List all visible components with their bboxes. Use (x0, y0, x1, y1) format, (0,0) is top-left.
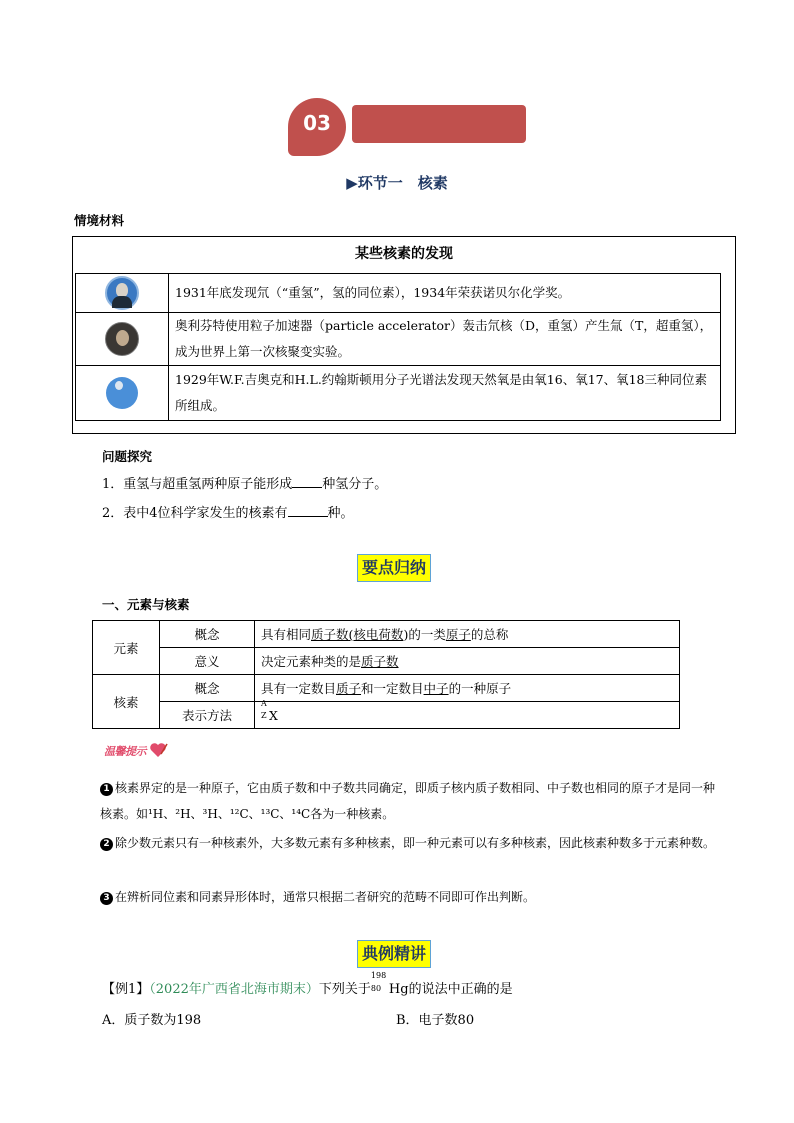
example-text: 下列关于 (318, 982, 371, 997)
concept-label: 概念 (160, 675, 255, 702)
portrait-cell (76, 313, 169, 366)
table-row (93, 675, 680, 702)
discovery-table (75, 273, 721, 421)
answer-blank[interactable] (292, 475, 322, 488)
option-b[interactable]: B．电子数80 (396, 1013, 475, 1028)
concept-label: 概念 (160, 621, 255, 648)
tip-item-1 (100, 775, 720, 827)
element-symbol: Hg (388, 982, 409, 997)
chapter-badge (288, 98, 533, 160)
examples-banner: 典例精讲 (357, 940, 431, 968)
scientist-portrait-icon (105, 322, 139, 356)
question-text: 1．重氢与超重氢两种原子能形成 (102, 477, 293, 492)
key-points-banner: 要点归纳 (357, 554, 431, 582)
element-label: 元素 (93, 621, 160, 675)
example-1-stem (102, 971, 513, 997)
section-title: ▶环节一 核素 (346, 174, 448, 192)
inquiry-heading: 问题探究 (102, 449, 153, 464)
table-row (76, 313, 721, 366)
table-row (93, 621, 680, 648)
scientist-portrait-icon (106, 377, 138, 409)
scientist-portrait-icon (105, 276, 139, 310)
question-text: 种氢分子。 (322, 477, 388, 492)
tip-text: 核素界定的是一种原子，它由质子数和中子数共同确定，即质子核内质子数相同、中子数也相同的原子才是同一种核素。如¹H、²H、³H、¹²C、¹³C、¹⁴C各为一种核素。 (100, 781, 716, 821)
option-a[interactable]: A．质子数为198 (102, 1013, 202, 1028)
tip-badge (96, 740, 172, 762)
meaning-label: 意义 (160, 648, 255, 675)
example-label: 【例1】 (102, 982, 150, 997)
question-text: 种。 (327, 506, 354, 521)
heart-icon (148, 740, 168, 760)
table-row (93, 648, 680, 675)
context-heading: 情境材料 (74, 213, 125, 228)
tip-item-2 (100, 830, 720, 856)
portrait-cell (76, 366, 169, 421)
discovery-text: 1931年底发现氘（“重氢”，氢的同位素），1934年荣获诺贝尔化学奖。 (169, 274, 721, 313)
number-1-icon: 1 (100, 783, 113, 796)
discovery-text: 奥利芬特使用粒子加速器（particle accelerator）轰击氘核（D，重氢）产生氚（T，超重氢），成为世界上第一次核聚变实验。 (169, 313, 721, 366)
isotope-notation: 198 80 (370, 971, 387, 993)
table-row (93, 702, 680, 729)
notation-label: 表示方法 (160, 702, 255, 729)
badge-number: 03 (303, 111, 331, 135)
question-2 (102, 502, 354, 521)
discovery-title: 某些核素的发现 (355, 246, 453, 262)
tip-text: 在辨析同位素和同素异形体时，通常只根据二者研究的范畴不同即可作出判断。 (115, 890, 536, 904)
nuclide-concept: 具有一定数目质子和一定数目中子的一种原子 (255, 675, 680, 702)
question-1 (102, 473, 387, 492)
tip-text: 除少数元素只有一种核素外，大多数元素有多种核素，即一种元素可以有多种核素，因此核素种数多于元素种数。 (115, 836, 716, 850)
tip-label: 温馨提示 (104, 745, 146, 758)
table-row (76, 366, 721, 421)
element-heading: 一、元素与核素 (102, 597, 190, 612)
example-source: （2022年广西省北海市期末） (149, 982, 319, 997)
portrait-cell (76, 274, 169, 313)
element-nuclide-table (92, 620, 680, 729)
element-concept: 具有相同质子数(核电荷数)的一类原子的总称 (255, 621, 680, 648)
tip-item-3 (100, 884, 720, 910)
question-text: 2．表中4位科学家发生的核素有 (102, 506, 288, 521)
discovery-text: 1929年W.F.吉奥克和H.L.约翰斯顿用分子光谱法发现天然氧是由氧16、氧17、氧18三种同位素所组成。 (169, 366, 721, 421)
discovery-box (72, 236, 736, 434)
nuclide-label: 核素 (93, 675, 160, 729)
number-3-icon: 3 (100, 892, 113, 905)
badge-title-bar (352, 105, 526, 143)
answer-blank[interactable] (288, 504, 328, 517)
nuclide-notation: A Z X (255, 702, 680, 729)
table-row (76, 274, 721, 313)
number-2-icon: 2 (100, 838, 113, 851)
example-text: 的说法中正确的是 (408, 982, 513, 997)
element-meaning: 决定元素种类的是质子数 (255, 648, 680, 675)
